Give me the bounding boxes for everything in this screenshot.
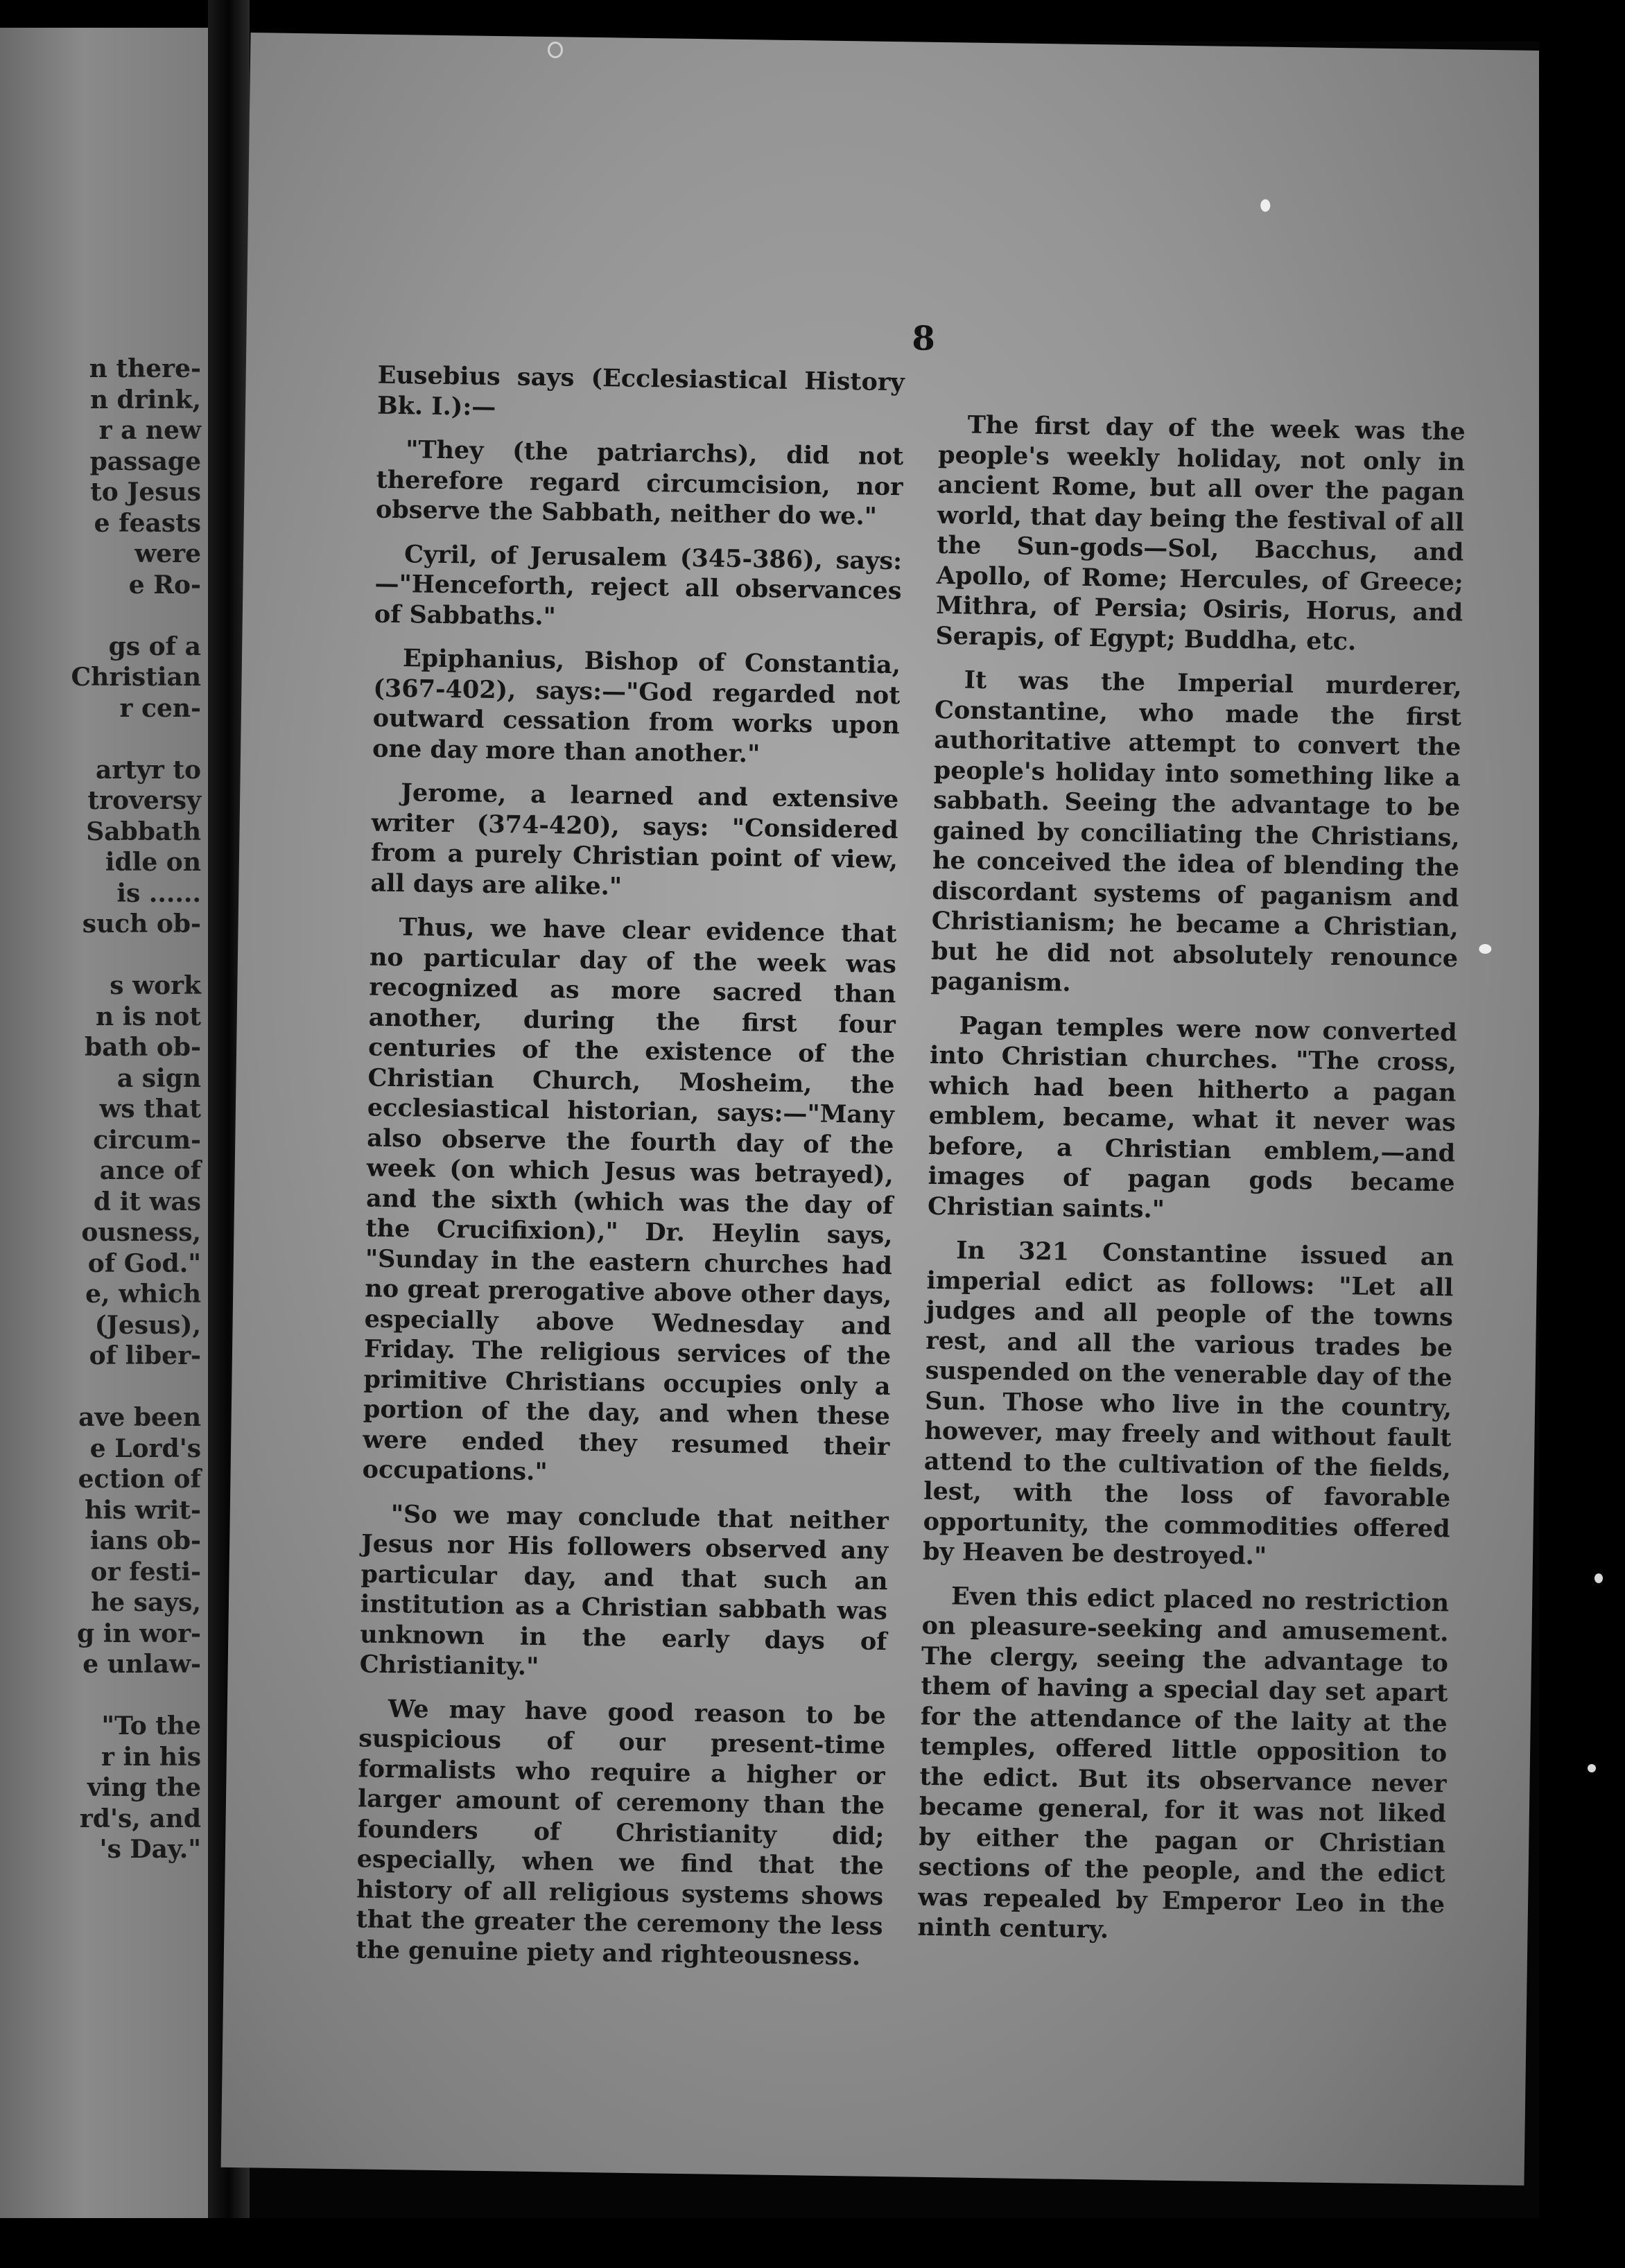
facing-page-line: artyr to	[96, 755, 201, 785]
facing-page-line: "To the	[101, 1711, 201, 1741]
facing-page-line: r in his	[101, 1742, 201, 1772]
facing-page-line: ave been	[78, 1403, 201, 1432]
facing-page-line: ving the	[87, 1773, 201, 1802]
facing-page-line	[7, 940, 201, 971]
facing-page-line: passage	[89, 446, 201, 476]
facing-page-line: of God."	[87, 1248, 201, 1278]
text-column-right	[917, 410, 1466, 1964]
facing-page-fragment	[0, 28, 208, 2218]
paragraph: Jerome, a learned and extensive writer (374-420), says: "Considered from a purely Christian point of view, all days are alike."	[370, 778, 899, 901]
facing-page-line: such ob-	[82, 909, 201, 939]
facing-page-line: ians ob-	[89, 1526, 201, 1555]
facing-page-line: r a new	[98, 416, 201, 445]
dust-speck	[1479, 944, 1491, 954]
paragraph: Thus, we have clear evidence that no particular day of the week was recognized as more sacred than another, during the first four centuries of the existence of the Christian Church, Mosheim, the ecclesiastical historian, says:—"Many also observe the fourth day of the week (on which Jesus was betrayed), and the sixth (which was the day of the Crucifixion)," Dr. Heylin says, "Sunday in the eastern churches had no great prerogative above other days, especially above Wednesday and Friday. The religious services of the primitive Christians occupies only a portion of the day, and when these were ended they resumed their occupations."	[362, 913, 897, 1487]
facing-page-line: (Jesus),	[94, 1310, 201, 1340]
dust-speck	[1594, 1573, 1603, 1583]
film-border-bottom	[0, 2218, 1625, 2268]
facing-page-line: g in wor-	[77, 1619, 201, 1648]
facing-page-line: he says,	[91, 1588, 201, 1617]
facing-page-line	[7, 600, 201, 631]
facing-page-line	[7, 1372, 201, 1403]
facing-page-line	[7, 724, 201, 755]
facing-page-line: gs of a	[108, 631, 201, 661]
paragraph: It was the Imperial murderer, Constantine, who made the first authoritative attempt to convert the people's holiday into something like a sabbath. Seeing the advantage to be gained by conciliating the Christians, he conceived the idea of blending the discordant systems of paganism and Christianism; he became a Christian, but he did not absolutely renounce paganism.	[930, 665, 1462, 997]
facing-page-line: or festi-	[90, 1557, 201, 1587]
facing-page-line: e Ro-	[128, 570, 201, 600]
facing-page-line: s work	[110, 971, 201, 1000]
document-page	[221, 33, 1554, 2186]
facing-page-line: ection of	[78, 1465, 201, 1494]
facing-page-line: e feasts	[94, 508, 201, 538]
facing-page-line: n there-	[89, 354, 201, 383]
dust-speck	[548, 42, 563, 58]
facing-page-line: e unlaw-	[82, 1650, 201, 1679]
paragraph: The first day of the week was the people's weekly holiday, not only in ancient Rome, but all over the pagan world, that day being the festival of all the Sun-gods—Sol, Bacchus, and Apollo, of Rome; Hercules, of Greece; Mithra, of Persia; Osiris, Horus, and Serapis, of Egypt; Buddha, etc.	[935, 410, 1466, 656]
facing-page-line: of liber-	[89, 1341, 201, 1370]
facing-page-line: r cen-	[119, 693, 201, 723]
facing-page-line	[7, 1680, 201, 1711]
text-column-left	[355, 360, 905, 1986]
facing-page-line: his writ-	[85, 1495, 201, 1525]
paragraph: "So we may conclude that neither Jesus nor His followers observed any particular day, and that such an institution as a Christian sabbath was unknown in the early days of Christianity."	[359, 1499, 889, 1682]
paragraph: We may have good reason to be suspicious of our present-time formalists who require a higher or larger amount of ceremony than the founders of Christianity did; especially, when we find that the history of all religious systems shows that the greater the ceremony the less the genuine piety and righteousness.	[355, 1694, 887, 1971]
facing-page-line: idle on	[105, 848, 201, 877]
paragraph: Cyril, of Jerusalem (345-386), says:—"Henceforth, reject all observances of Sabbaths."	[374, 539, 903, 631]
paragraph: Eusebius says (Ecclesiastical History Bk. I.):—	[376, 360, 905, 421]
facing-page-line: n drink,	[89, 385, 201, 415]
dust-speck	[1260, 199, 1270, 211]
facing-page-line: e Lord's	[89, 1433, 201, 1463]
facing-page-line: Sabbath	[86, 817, 201, 846]
facing-page-line: a sign	[116, 1063, 201, 1093]
paragraph: In 321 Constantine issued an imperial edict as follows: "Let all judges and all people of the towns rest, and all the various trades be suspended on the venerable day of the Sun. Those who live in the country, however, may freely and without fault attend to the cultivation of the fields, lest, with the loss of favorable opportunity, the commodities offered by Heaven be destroyed."	[922, 1236, 1454, 1571]
facing-page-line: were	[134, 539, 201, 568]
facing-page-line: n is not	[96, 1002, 201, 1031]
facing-page-line: e, which	[85, 1280, 201, 1309]
facing-page-line: rd's, and	[79, 1804, 201, 1833]
facing-page-line: to Jesus	[90, 478, 201, 507]
paragraph: Epiphanius, Bishop of Constantia, (367-402), says:—"God regarded not outward cessation from works upon one day more than another."	[372, 644, 901, 768]
facing-page-line: ance of	[99, 1156, 201, 1185]
facing-page-line: bath ob-	[85, 1033, 201, 1062]
paragraph: Pagan temples were now converted into Christian churches. "The cross, which had been hitherto a pagan emblem, became, what it never was before, a Christian emblem,—and images of pagan gods became Christian saints."	[927, 1011, 1457, 1224]
facing-page-line: circum-	[93, 1125, 201, 1155]
page-number: 8	[912, 319, 936, 358]
facing-page-line: 's Day."	[99, 1835, 201, 1864]
dust-speck	[1588, 1764, 1596, 1772]
paragraph: Even this edict placed no restriction on pleasure-seeking and amusement. The clergy, seeing the advantage to them of having a special day set apart for the attendance of the laity at the temples, offered little opposition to the edict. But its observance never became general, for it was not liked by either the pagan or Christian sections of the people, and the edict was repealed by Emperor Leo in the ninth century.	[917, 1581, 1450, 1944]
facing-page-line: ousness,	[81, 1218, 201, 1247]
facing-page-line: is ......	[116, 878, 201, 908]
film-border-right	[1539, 0, 1625, 2268]
paragraph: "They (the patriarchs), did not therefore regard circumcision, nor observe the Sabbath, neither do we."	[375, 435, 904, 531]
facing-page-line: Christian	[71, 663, 201, 692]
facing-page-line: troversy	[87, 786, 201, 815]
facing-page-text	[7, 354, 201, 1865]
facing-page-line: ws that	[99, 1094, 201, 1124]
facing-page-line: d it was	[93, 1187, 201, 1216]
